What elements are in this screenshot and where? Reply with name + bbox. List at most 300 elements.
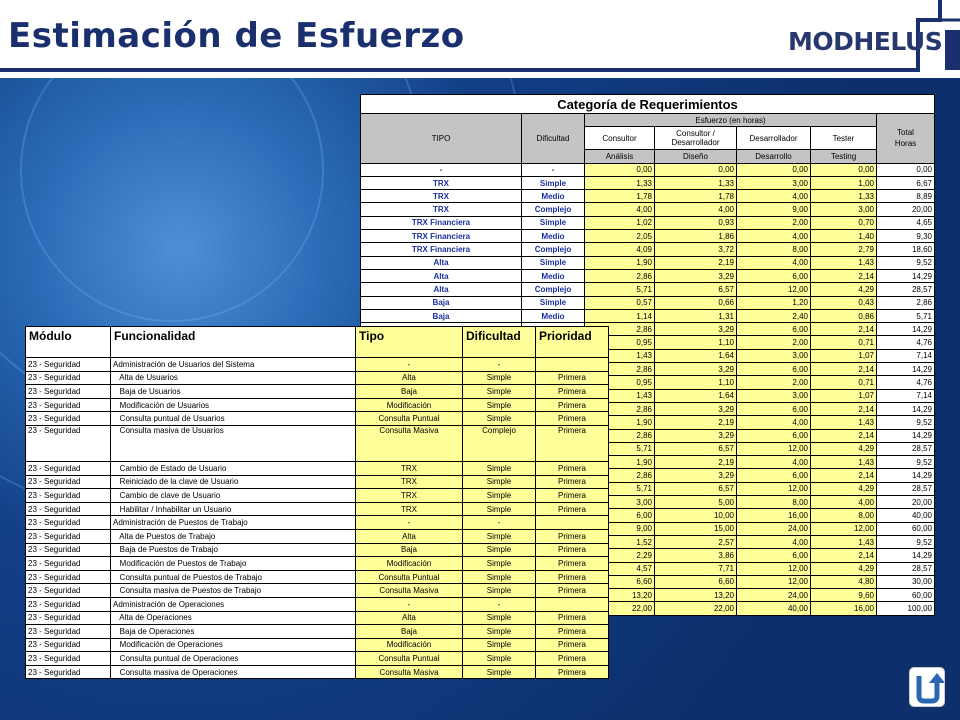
tipo-cell: TRX bbox=[356, 475, 463, 489]
modulo-cell: 23 - Seguridad bbox=[26, 385, 111, 399]
requirement-row bbox=[26, 638, 609, 652]
effort-cell: 2,57 bbox=[655, 535, 737, 548]
effort-cell: 1,40 bbox=[811, 230, 877, 243]
total-cell: 40,00 bbox=[877, 509, 935, 522]
tipo-cell: Consulta Masiva bbox=[356, 425, 463, 461]
tipo-cell: - bbox=[356, 516, 463, 530]
effort-cell: 1,02 bbox=[585, 216, 655, 229]
total-cell: 28,57 bbox=[877, 482, 935, 495]
prioridad-cell: Primera bbox=[536, 489, 609, 503]
total-cell: 9,30 bbox=[877, 230, 935, 243]
effort-cell: 3,72 bbox=[655, 243, 737, 256]
category-table-title: Categoría de Requerimientos bbox=[361, 95, 935, 114]
prioridad-cell: Primera bbox=[536, 638, 609, 652]
prioridad-cell: Primera bbox=[536, 385, 609, 399]
tipo-cell: TRX bbox=[361, 176, 522, 189]
dificultad-cell: Medio bbox=[522, 269, 585, 282]
effort-cell: 3,29 bbox=[655, 323, 737, 336]
modulo-cell: 23 - Seguridad bbox=[26, 371, 111, 385]
title-bar bbox=[0, 0, 960, 78]
requirement-row bbox=[26, 584, 609, 598]
requirement-row bbox=[26, 461, 609, 475]
effort-cell: 1,43 bbox=[811, 416, 877, 429]
total-cell: 5,71 bbox=[877, 309, 935, 322]
modulo-cell: 23 - Seguridad bbox=[26, 665, 111, 679]
requirement-row bbox=[26, 425, 609, 461]
effort-cell: 0,00 bbox=[655, 163, 737, 176]
tipo-cell: TRX bbox=[356, 502, 463, 516]
requirement-row bbox=[26, 543, 609, 557]
total-cell: 60,00 bbox=[877, 522, 935, 535]
effort-cell: 4,00 bbox=[737, 456, 811, 469]
funcionalidad-cell: Alta de Puestos de Trabajo bbox=[111, 529, 356, 543]
tipo-cell: Alta bbox=[361, 283, 522, 296]
tipo-cell: Alta bbox=[361, 269, 522, 282]
effort-cell: 8,00 bbox=[811, 509, 877, 522]
dificultad-cell: Simple bbox=[463, 489, 536, 503]
requirement-row bbox=[26, 489, 609, 503]
effort-cell: 6,00 bbox=[585, 509, 655, 522]
effort-cell: 13,20 bbox=[585, 589, 655, 602]
modulo-cell: 23 - Seguridad bbox=[26, 652, 111, 666]
effort-cell: 12,00 bbox=[737, 562, 811, 575]
effort-cell: 4,00 bbox=[811, 496, 877, 509]
tipo-cell: TRX Financiera bbox=[361, 243, 522, 256]
total-cell: 14,29 bbox=[877, 469, 935, 482]
role-header: Consultor / Desarrollador bbox=[655, 127, 737, 150]
category-row bbox=[361, 216, 935, 229]
effort-cell: 2,19 bbox=[655, 256, 737, 269]
tipo-cell: Modificación bbox=[356, 638, 463, 652]
modulo-cell: 23 - Seguridad bbox=[26, 412, 111, 426]
effort-cell: 4,29 bbox=[811, 562, 877, 575]
dificultad-cell: Simple bbox=[463, 529, 536, 543]
phase-header: Testing bbox=[811, 150, 877, 163]
effort-cell: 8,00 bbox=[737, 243, 811, 256]
effort-cell: 6,00 bbox=[737, 402, 811, 415]
effort-cell: 2,00 bbox=[737, 336, 811, 349]
effort-cell: 2,86 bbox=[585, 429, 655, 442]
effort-cell: 12,00 bbox=[737, 442, 811, 455]
effort-cell: 1,78 bbox=[585, 190, 655, 203]
modulo-cell: 23 - Seguridad bbox=[26, 489, 111, 503]
dificultad-cell: Simple bbox=[463, 584, 536, 598]
total-cell: 28,57 bbox=[877, 283, 935, 296]
tipo-cell: TRX bbox=[361, 190, 522, 203]
funcionalidad-cell: Administración de Puestos de Trabajo bbox=[111, 516, 356, 530]
col-total bbox=[877, 114, 935, 164]
total-cell: 4,76 bbox=[877, 336, 935, 349]
effort-cell: 24,00 bbox=[737, 522, 811, 535]
dificultad-cell: Simple bbox=[463, 543, 536, 557]
effort-cell: 1,10 bbox=[655, 336, 737, 349]
effort-cell: 2,00 bbox=[737, 376, 811, 389]
effort-cell: 0,43 bbox=[811, 296, 877, 309]
prioridad-cell: Primera bbox=[536, 557, 609, 571]
category-row bbox=[361, 269, 935, 282]
prioridad-cell: Primera bbox=[536, 412, 609, 426]
dificultad-cell: Simple bbox=[522, 216, 585, 229]
effort-cell: 4,00 bbox=[585, 203, 655, 216]
dificultad-cell: Simple bbox=[463, 398, 536, 412]
total-cell: 7,14 bbox=[877, 349, 935, 362]
requirement-row bbox=[26, 557, 609, 571]
col-dificultad: Dificultad bbox=[522, 114, 585, 164]
effort-cell: 1,64 bbox=[655, 349, 737, 362]
effort-cell: 1,43 bbox=[811, 456, 877, 469]
prioridad-header: Prioridad bbox=[536, 327, 609, 358]
category-row bbox=[361, 176, 935, 189]
requirement-row bbox=[26, 475, 609, 489]
effort-cell: 1,07 bbox=[811, 349, 877, 362]
role-header: Tester bbox=[811, 127, 877, 150]
effort-cell: 1,33 bbox=[585, 176, 655, 189]
dificultad-cell: Simple bbox=[522, 256, 585, 269]
tipo-cell: Consulta Puntual bbox=[356, 570, 463, 584]
effort-cell: 12,00 bbox=[737, 283, 811, 296]
effort-cell: 1,90 bbox=[585, 456, 655, 469]
dificultad-cell: Simple bbox=[463, 570, 536, 584]
effort-cell: 2,14 bbox=[811, 549, 877, 562]
effort-cell: 1,64 bbox=[655, 389, 737, 402]
requirement-row bbox=[26, 358, 609, 372]
effort-cell: 4,29 bbox=[811, 283, 877, 296]
effort-cell: 10,00 bbox=[655, 509, 737, 522]
tipo-cell: TRX Financiera bbox=[361, 230, 522, 243]
dificultad-cell: Simple bbox=[463, 557, 536, 571]
effort-cell: 2,19 bbox=[655, 416, 737, 429]
effort-cell: 4,00 bbox=[737, 535, 811, 548]
tipo-cell: TRX bbox=[356, 461, 463, 475]
effort-cell: 0,57 bbox=[585, 296, 655, 309]
funcionalidad-cell: Administración de Usuarios del Sistema bbox=[111, 358, 356, 372]
funcionalidad-cell: Baja de Usuarios bbox=[111, 385, 356, 399]
effort-cell: 3,00 bbox=[737, 389, 811, 402]
dificultad-cell: Simple bbox=[463, 665, 536, 679]
effort-cell: 3,29 bbox=[655, 363, 737, 376]
prioridad-cell: Primera bbox=[536, 584, 609, 598]
effort-cell: 0,00 bbox=[585, 163, 655, 176]
total-cell: 4,65 bbox=[877, 216, 935, 229]
effort-cell: 4,00 bbox=[737, 230, 811, 243]
funcionalidad-cell: Alta de Operaciones bbox=[111, 611, 356, 625]
dificultad-cell: Simple bbox=[463, 502, 536, 516]
modulo-cell: 23 - Seguridad bbox=[26, 597, 111, 611]
effort-cell: 12,00 bbox=[811, 522, 877, 535]
category-row bbox=[361, 296, 935, 309]
effort-header: Esfuerzo (en horas) bbox=[585, 114, 877, 127]
prioridad-cell: Primera bbox=[536, 570, 609, 584]
dificultad-cell: Simple bbox=[463, 638, 536, 652]
effort-cell: 5,71 bbox=[585, 482, 655, 495]
total-cell: 14,29 bbox=[877, 429, 935, 442]
dificultad-cell: Simple bbox=[463, 625, 536, 639]
effort-cell: 1,31 bbox=[655, 309, 737, 322]
modulo-cell: 23 - Seguridad bbox=[26, 584, 111, 598]
effort-cell: 4,00 bbox=[655, 203, 737, 216]
total-cell: 14,29 bbox=[877, 363, 935, 376]
effort-cell: 24,00 bbox=[737, 589, 811, 602]
dificultad-cell: Medio bbox=[522, 190, 585, 203]
total-cell: 4,76 bbox=[877, 376, 935, 389]
dificultad-cell: Simple bbox=[522, 176, 585, 189]
return-arrow-icon bbox=[910, 668, 944, 706]
requirements-table-body bbox=[26, 358, 609, 679]
modulo-cell: 23 - Seguridad bbox=[26, 638, 111, 652]
total-cell: 0,00 bbox=[877, 163, 935, 176]
requirement-row bbox=[26, 625, 609, 639]
effort-cell: 0,00 bbox=[811, 163, 877, 176]
requirement-row bbox=[26, 529, 609, 543]
total-cell: 14,29 bbox=[877, 402, 935, 415]
total-cell: 8,89 bbox=[877, 190, 935, 203]
funcionalidad-cell: Administración de Operaciones bbox=[111, 597, 356, 611]
effort-cell: 1,52 bbox=[585, 535, 655, 548]
funcionalidad-cell: Modificación de Puestos de Trabajo bbox=[111, 557, 356, 571]
total-cell: 6,67 bbox=[877, 176, 935, 189]
dificultad-cell: Simple bbox=[463, 371, 536, 385]
effort-cell: 3,29 bbox=[655, 429, 737, 442]
tipo-cell: Baja bbox=[356, 625, 463, 639]
dificultad-cell: Medio bbox=[522, 309, 585, 322]
dificultad-header: Dificultad bbox=[463, 327, 536, 358]
modulo-cell: 23 - Seguridad bbox=[26, 625, 111, 639]
prioridad-cell: Primera bbox=[536, 611, 609, 625]
dificultad-cell: Simple bbox=[463, 475, 536, 489]
effort-cell: 15,00 bbox=[655, 522, 737, 535]
col-tipo: TIPO bbox=[361, 114, 522, 164]
tipo-cell: Baja bbox=[356, 543, 463, 557]
dificultad-cell: Simple bbox=[463, 461, 536, 475]
effort-cell: 2,14 bbox=[811, 323, 877, 336]
effort-cell: 2,14 bbox=[811, 402, 877, 415]
tipo-header: Tipo bbox=[356, 327, 463, 358]
effort-cell: 22,00 bbox=[655, 602, 737, 615]
tipo-cell: TRX Financiera bbox=[361, 216, 522, 229]
effort-cell: 0,95 bbox=[585, 376, 655, 389]
effort-cell: 2,14 bbox=[811, 269, 877, 282]
funcionalidad-cell: Modificación de Operaciones bbox=[111, 638, 356, 652]
effort-cell: 3,29 bbox=[655, 269, 737, 282]
funcionalidad-cell: Consulta puntual de Puestos de Trabajo bbox=[111, 570, 356, 584]
category-row bbox=[361, 203, 935, 216]
brand-logo: MODHELUS bbox=[788, 27, 943, 56]
effort-cell: 0,86 bbox=[811, 309, 877, 322]
tipo-cell: Consulta Masiva bbox=[356, 584, 463, 598]
effort-cell: 9,00 bbox=[585, 522, 655, 535]
modulo-cell: 23 - Seguridad bbox=[26, 516, 111, 530]
prioridad-cell: Primera bbox=[536, 475, 609, 489]
modulo-header: Módulo bbox=[26, 327, 111, 358]
prioridad-cell: Primera bbox=[536, 371, 609, 385]
effort-cell: 1,00 bbox=[811, 176, 877, 189]
back-button[interactable] bbox=[910, 668, 944, 706]
effort-cell: 3,00 bbox=[737, 349, 811, 362]
funcionalidad-cell: Modificación de Usuarios bbox=[111, 398, 356, 412]
effort-cell: 4,00 bbox=[737, 190, 811, 203]
effort-cell: 16,00 bbox=[737, 509, 811, 522]
prioridad-cell bbox=[536, 597, 609, 611]
effort-cell: 2,29 bbox=[585, 549, 655, 562]
effort-cell: 6,60 bbox=[655, 575, 737, 588]
effort-cell: 1,10 bbox=[655, 376, 737, 389]
effort-cell: 1,33 bbox=[655, 176, 737, 189]
effort-cell: 2,19 bbox=[655, 456, 737, 469]
tipo-cell: Alta bbox=[361, 256, 522, 269]
modulo-cell: 23 - Seguridad bbox=[26, 502, 111, 516]
effort-cell: 6,00 bbox=[737, 363, 811, 376]
effort-cell: 1,90 bbox=[585, 416, 655, 429]
modulo-cell: 23 - Seguridad bbox=[26, 611, 111, 625]
total-cell: 14,29 bbox=[877, 549, 935, 562]
effort-cell: 3,86 bbox=[655, 549, 737, 562]
funcionalidad-cell: Consulta masiva de Usuarios bbox=[111, 425, 356, 461]
dificultad-cell: Complejo bbox=[522, 243, 585, 256]
prioridad-cell: Primera bbox=[536, 625, 609, 639]
prioridad-cell: Primera bbox=[536, 543, 609, 557]
tipo-cell: - bbox=[356, 358, 463, 372]
tipo-cell: Alta bbox=[356, 371, 463, 385]
effort-cell: 9,00 bbox=[737, 203, 811, 216]
tipo-cell: Alta bbox=[356, 611, 463, 625]
modulo-cell: 23 - Seguridad bbox=[26, 570, 111, 584]
effort-cell: 1,43 bbox=[811, 256, 877, 269]
prioridad-cell: Primera bbox=[536, 502, 609, 516]
requirements-table bbox=[25, 326, 609, 679]
prioridad-cell bbox=[536, 516, 609, 530]
effort-cell: 6,57 bbox=[655, 442, 737, 455]
total-cell: 28,57 bbox=[877, 442, 935, 455]
effort-cell: 2,79 bbox=[811, 243, 877, 256]
dificultad-cell: Simple bbox=[463, 652, 536, 666]
effort-cell: 3,00 bbox=[811, 203, 877, 216]
effort-cell: 40,00 bbox=[737, 602, 811, 615]
total-cell: 60,00 bbox=[877, 589, 935, 602]
tipo-cell: Baja bbox=[361, 309, 522, 322]
tipo-cell: Modificación bbox=[356, 557, 463, 571]
total-cell: 9,52 bbox=[877, 535, 935, 548]
effort-cell: 2,05 bbox=[585, 230, 655, 243]
effort-cell: 2,14 bbox=[811, 469, 877, 482]
category-row bbox=[361, 243, 935, 256]
dificultad-cell: Complejo bbox=[522, 283, 585, 296]
phase-header: Diseño bbox=[655, 150, 737, 163]
requirement-row bbox=[26, 412, 609, 426]
funcionalidad-cell: Consulta puntual de Operaciones bbox=[111, 652, 356, 666]
effort-cell: 0,66 bbox=[655, 296, 737, 309]
prioridad-cell: Primera bbox=[536, 529, 609, 543]
tipo-cell: Consulta Puntual bbox=[356, 412, 463, 426]
requirement-row bbox=[26, 652, 609, 666]
effort-cell: 9,60 bbox=[811, 589, 877, 602]
effort-cell: 13,20 bbox=[655, 589, 737, 602]
total-cell: 100,00 bbox=[877, 602, 935, 615]
total-cell: 9,52 bbox=[877, 256, 935, 269]
effort-cell: 5,00 bbox=[655, 496, 737, 509]
tipo-cell: Baja bbox=[356, 385, 463, 399]
effort-cell: 3,29 bbox=[655, 469, 737, 482]
effort-cell: 6,00 bbox=[737, 323, 811, 336]
effort-cell: 1,78 bbox=[655, 190, 737, 203]
effort-cell: 5,71 bbox=[585, 283, 655, 296]
effort-cell: 1,33 bbox=[811, 190, 877, 203]
effort-cell: 4,00 bbox=[737, 416, 811, 429]
tipo-cell: TRX bbox=[361, 203, 522, 216]
total-header-line: Total bbox=[897, 128, 914, 138]
modulo-cell: 23 - Seguridad bbox=[26, 543, 111, 557]
effort-cell: 2,86 bbox=[585, 402, 655, 415]
funcionalidad-cell: Cambio de clave de Usuario bbox=[111, 489, 356, 503]
requirement-row bbox=[26, 385, 609, 399]
total-cell: 9,52 bbox=[877, 456, 935, 469]
effort-cell: 1,07 bbox=[811, 389, 877, 402]
effort-cell: 0,71 bbox=[811, 336, 877, 349]
effort-cell: 6,00 bbox=[737, 269, 811, 282]
funcionalidad-cell: Alta de Usuarios bbox=[111, 371, 356, 385]
tipo-cell: Alta bbox=[356, 529, 463, 543]
total-cell: 18,60 bbox=[877, 243, 935, 256]
effort-cell: 6,57 bbox=[655, 482, 737, 495]
modulo-cell: 23 - Seguridad bbox=[26, 358, 111, 372]
prioridad-cell: Primera bbox=[536, 398, 609, 412]
effort-cell: 5,71 bbox=[585, 442, 655, 455]
effort-cell: 1,43 bbox=[585, 389, 655, 402]
requirement-row bbox=[26, 597, 609, 611]
effort-cell: 6,00 bbox=[737, 469, 811, 482]
prioridad-cell: Primera bbox=[536, 652, 609, 666]
dificultad-cell: Simple bbox=[522, 296, 585, 309]
effort-cell: 4,29 bbox=[811, 482, 877, 495]
tipo-cell: Consulta Puntual bbox=[356, 652, 463, 666]
effort-cell: 2,86 bbox=[585, 363, 655, 376]
dificultad-cell: Complejo bbox=[522, 203, 585, 216]
modulo-cell: 23 - Seguridad bbox=[26, 398, 111, 412]
effort-cell: 7,71 bbox=[655, 562, 737, 575]
prioridad-cell: Primera bbox=[536, 425, 609, 461]
effort-cell: 1,14 bbox=[585, 309, 655, 322]
tipo-cell: Modificación bbox=[356, 398, 463, 412]
dificultad-cell: - bbox=[522, 163, 585, 176]
prioridad-cell bbox=[536, 358, 609, 372]
funcionalidad-header: Funcionalidad bbox=[111, 327, 356, 358]
category-row bbox=[361, 283, 935, 296]
tipo-cell: - bbox=[361, 163, 522, 176]
requirement-row bbox=[26, 398, 609, 412]
total-cell: 7,14 bbox=[877, 389, 935, 402]
requirement-row bbox=[26, 502, 609, 516]
effort-cell: 12,00 bbox=[737, 482, 811, 495]
modulo-cell: 23 - Seguridad bbox=[26, 475, 111, 489]
effort-cell: 1,43 bbox=[811, 535, 877, 548]
effort-cell: 3,29 bbox=[655, 402, 737, 415]
effort-cell: 1,20 bbox=[737, 296, 811, 309]
dificultad-cell: - bbox=[463, 358, 536, 372]
requirement-row bbox=[26, 665, 609, 679]
effort-cell: 0,95 bbox=[585, 336, 655, 349]
effort-cell: 3,00 bbox=[737, 176, 811, 189]
dificultad-cell: Simple bbox=[463, 385, 536, 399]
total-cell: 30,00 bbox=[877, 575, 935, 588]
modulo-cell: 23 - Seguridad bbox=[26, 529, 111, 543]
modulo-cell: 23 - Seguridad bbox=[26, 557, 111, 571]
total-header-line: Horas bbox=[894, 139, 917, 149]
dificultad-cell: Medio bbox=[522, 230, 585, 243]
effort-cell: 4,29 bbox=[811, 442, 877, 455]
category-row bbox=[361, 163, 935, 176]
requirement-row bbox=[26, 611, 609, 625]
total-cell: 14,29 bbox=[877, 323, 935, 336]
dificultad-cell: Simple bbox=[463, 611, 536, 625]
